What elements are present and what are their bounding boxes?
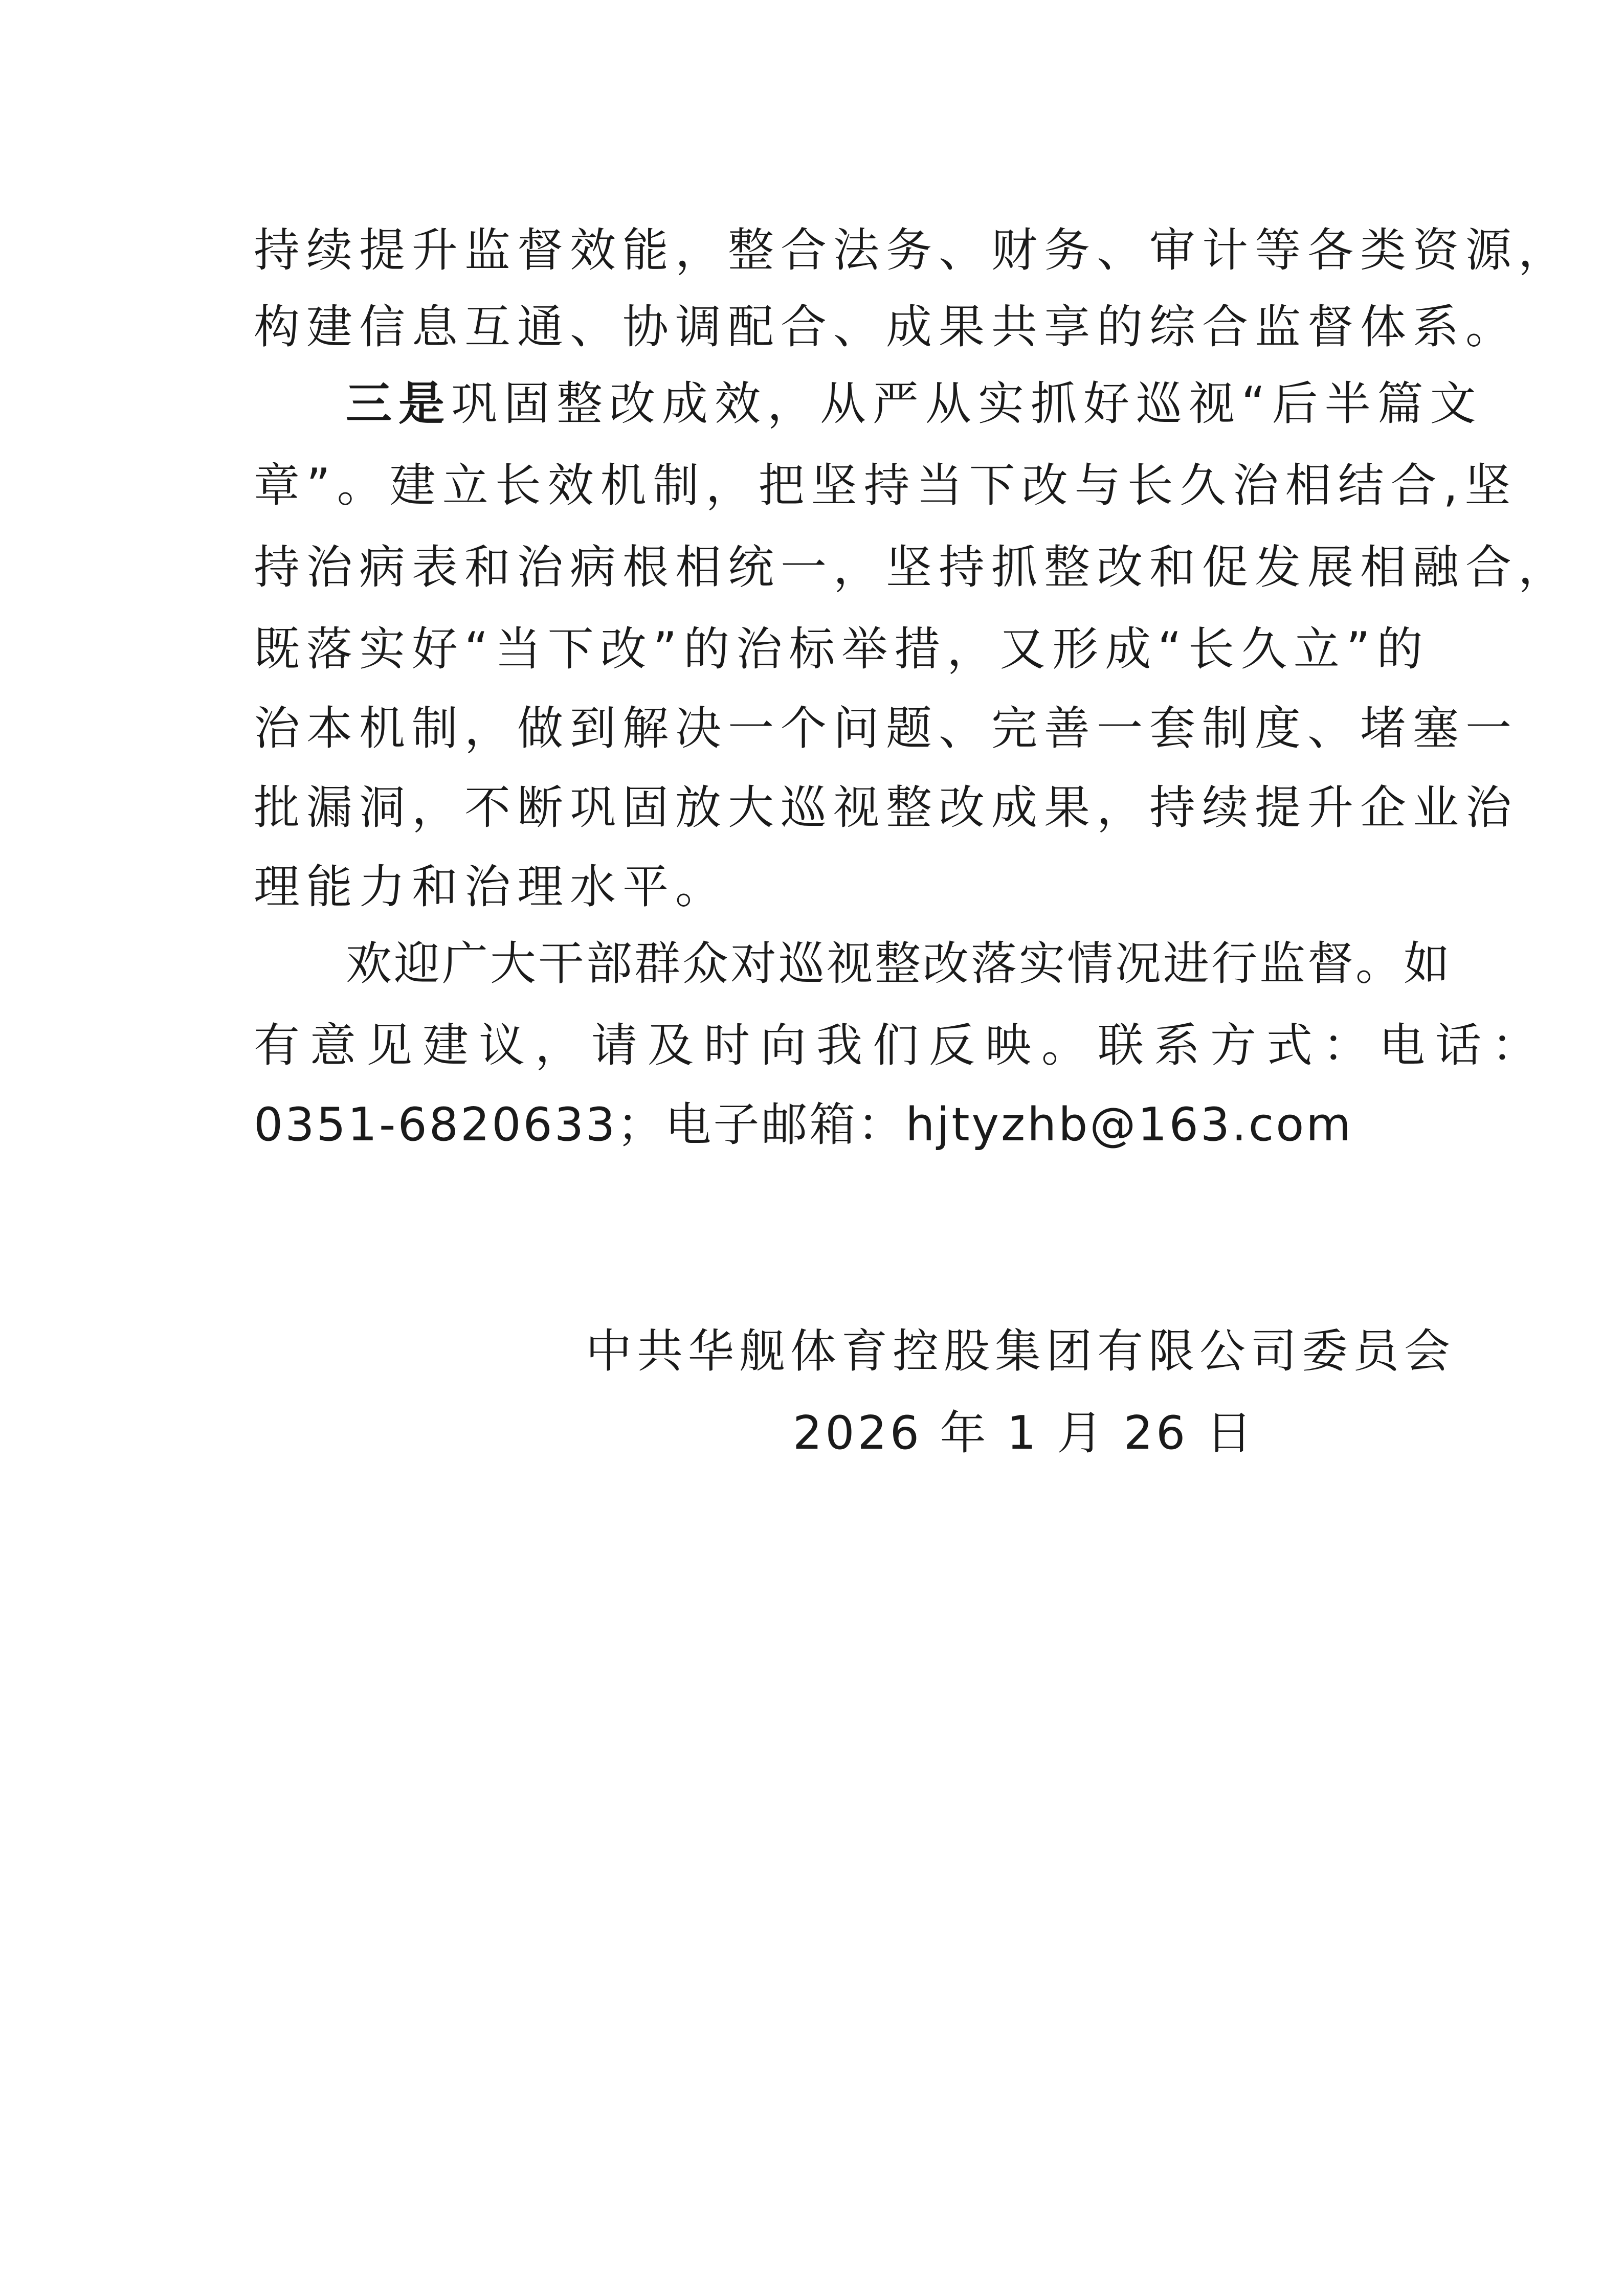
paragraph-line: 欢迎广大干部群众对巡视整改落实情况进行监督。如: [346, 937, 1452, 991]
paragraph-line: 批漏洞，不断巩固放大巡视整改成果，持续提升企业治: [254, 781, 1518, 835]
paragraph-line: 构建信息互通、协调配合、成果共享的综合监督体系。: [254, 300, 1518, 354]
paragraph-line: 理能力和治理水平。: [254, 860, 728, 914]
contact-info-line: 0351-6820633；电子邮箱：hjtyzhb@163.com: [254, 1098, 1353, 1152]
paragraph-line: 治本机制，做到解决一个问题、完善一套制度、堵塞一: [254, 702, 1518, 755]
signature-organization: 中共华舰体育控股集团有限公司委员会: [586, 1324, 1455, 1378]
paragraph-first-line-text: 巩固整改成效，从严从实抓好巡视“后半篇文: [451, 377, 1483, 431]
paragraph-line: 持治病表和治病根相统一，坚持抓整改和促发展相融合，: [254, 541, 1571, 594]
paragraph-line: 持续提升监督效能，整合法务、财务、审计等各类资源，: [254, 223, 1571, 277]
paragraph-first-line: [346, 366, 1483, 442]
paragraph-line: 有意见建议，请及时向我们反映。联系方式：电话：: [254, 1019, 1548, 1072]
signature-date: 2026 年 1 月 26 日: [793, 1406, 1255, 1460]
paragraph-line: 既落实好“当下改”的治标举措，又形成“长久立”的: [254, 622, 1430, 676]
paragraph-lead: 三是: [346, 377, 451, 431]
paragraph-line: 章”。建立长效机制，把坚持当下改与长久治相结合,坚: [254, 459, 1518, 512]
